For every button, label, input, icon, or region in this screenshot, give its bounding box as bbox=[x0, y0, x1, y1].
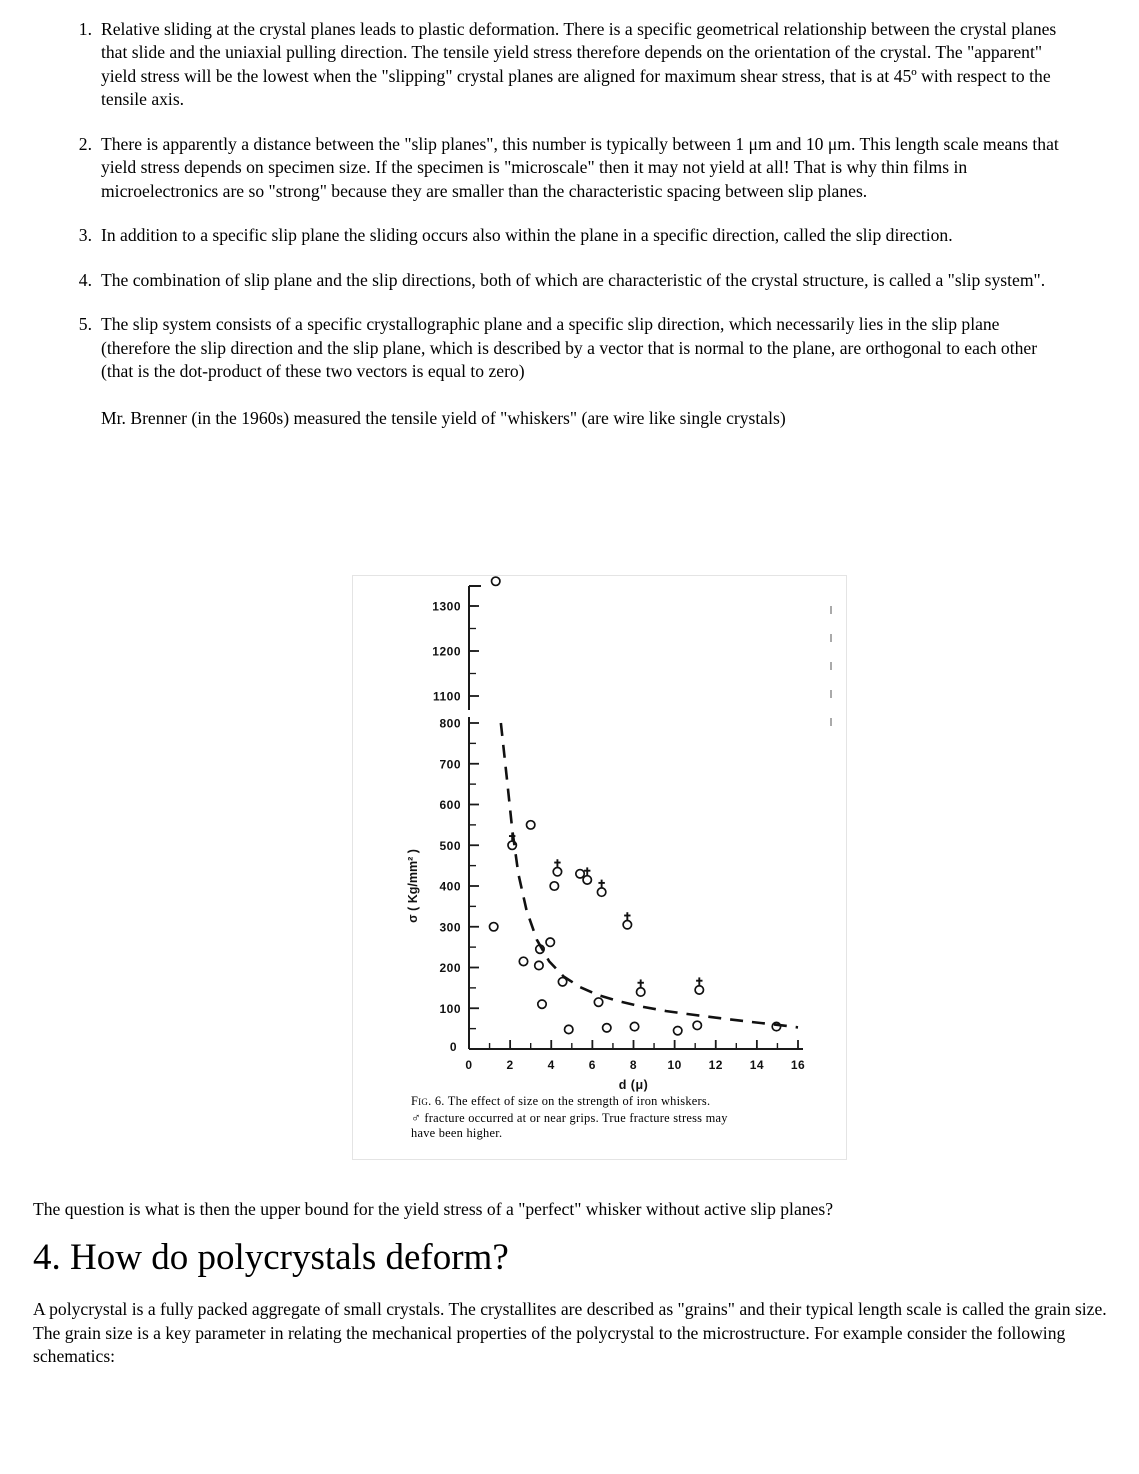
y-tick-label-1300: 1300 bbox=[432, 599, 461, 614]
list-item-number: 2. bbox=[78, 133, 92, 154]
figure-caption-line2: fracture occurred at or near grips. True fracture stress may bbox=[424, 1110, 728, 1125]
y-tick-label-700: 700 bbox=[439, 757, 461, 772]
data-point-grip-fracture bbox=[583, 876, 591, 884]
question-paragraph: The question is what is then the upper bound for the yield stress of a "perfect" whisker without active slip planes? bbox=[33, 1199, 834, 1219]
data-point-open-circle bbox=[693, 1021, 701, 1029]
data-point-open-circle bbox=[535, 961, 543, 969]
figure-6-container bbox=[352, 575, 847, 1160]
list-item bbox=[64, 18, 1069, 112]
data-points-group bbox=[489, 577, 780, 1035]
x-tick-label-14: 14 bbox=[749, 1058, 765, 1072]
list-item-text: There is apparently a distance between the "slip planes", this number is typically between 1 μm and 10 μm. This length scale means that yield stress depends on specimen size. If the specimen is "microscale" then it may not yield at all! That is why thin films in microelectronics are so "strong" because they are smaller than the characteristic spacing between slip planes. bbox=[101, 133, 1059, 201]
x-tick-label-2: 2 bbox=[506, 1058, 514, 1072]
y-origin-label: 0 bbox=[449, 1040, 457, 1054]
x-tick-label-12: 12 bbox=[708, 1058, 723, 1072]
figure-6-plot bbox=[353, 576, 846, 1159]
data-point-grip-fracture bbox=[508, 841, 516, 849]
data-point-grip-fracture bbox=[695, 986, 703, 994]
figure-caption-line3: have been higher. bbox=[411, 1126, 503, 1141]
y-tick-label-100: 100 bbox=[439, 1001, 461, 1016]
list-item-number: 3. bbox=[78, 225, 92, 246]
x-axis-label: d (μ) bbox=[618, 1078, 649, 1092]
data-point-open-circle bbox=[519, 957, 527, 965]
list-item-number: 1. bbox=[78, 19, 92, 39]
data-point-open-circle bbox=[576, 870, 584, 878]
y-tick-label-500: 500 bbox=[439, 838, 461, 853]
figure-caption-label: Fig. 6. bbox=[411, 1094, 445, 1108]
y-tick-label-300: 300 bbox=[439, 920, 461, 935]
y-tick-label-1200: 1200 bbox=[432, 644, 461, 659]
figure-6-caption bbox=[411, 1094, 831, 1142]
y-tick-label-400: 400 bbox=[439, 879, 461, 894]
data-point-grip-fracture bbox=[597, 888, 605, 896]
y-tick-label-200: 200 bbox=[439, 961, 461, 975]
list-item bbox=[64, 224, 1069, 247]
data-point-open-circle bbox=[565, 1025, 573, 1033]
data-point-open-circle bbox=[630, 1022, 638, 1030]
x-tick-label-6: 6 bbox=[588, 1058, 596, 1072]
data-point-open-circle bbox=[538, 1000, 546, 1008]
list-item bbox=[64, 269, 1069, 292]
slip-mechanism-list bbox=[64, 18, 1069, 451]
x-tick-label-8: 8 bbox=[629, 1058, 638, 1072]
x-tick-label-16: 16 bbox=[790, 1058, 806, 1072]
data-point-open-circle bbox=[603, 1024, 611, 1032]
data-point-open-circle bbox=[489, 923, 497, 931]
list-item-text: In addition to a specific slip plane the sliding occurs also within the plane in a specific direction, called the slip direction. bbox=[101, 225, 953, 246]
x-tick-label-0: 0 bbox=[465, 1058, 473, 1072]
data-point-open-circle bbox=[594, 998, 602, 1006]
data-point-open-circle bbox=[674, 1026, 682, 1034]
data-point-grip-fracture bbox=[636, 988, 644, 996]
list-item-text: The combination of slip plane and the slip directions, both of which are characteristic of the crystal structure, is called a "slip system". bbox=[101, 269, 1046, 290]
data-point-open-circle bbox=[546, 938, 554, 946]
figure-caption-line1: The effect of size on the strength of iron whiskers. bbox=[447, 1094, 711, 1108]
y-axis-label: σ ( Kg/mm² ) bbox=[406, 849, 420, 923]
page-title: 4. How do polycrystals deform? bbox=[33, 1237, 509, 1278]
list-item-text: Relative sliding at the crystal planes leads to plastic deformation. There is a specific geometrical relationship between the crystal planes that slide and the uniaxial pulling direction. The tensile yield stress therefore depends on the orientation of the crystal. The "apparent" yield stress will be the lowest when the "slipping" crystal planes are aligned for maximum shear stress, that is at 45º with respect to the tensile axis. bbox=[101, 19, 1057, 110]
x-tick-label-4: 4 bbox=[547, 1058, 555, 1072]
data-point-open-circle bbox=[526, 821, 534, 829]
data-point-open-circle bbox=[492, 577, 500, 585]
data-point-grip-fracture bbox=[623, 921, 631, 929]
list-item-number: 4. bbox=[78, 269, 92, 290]
list-item bbox=[64, 133, 1069, 203]
data-point-open-circle bbox=[550, 882, 558, 890]
y-tick-label-1100: 1100 bbox=[432, 689, 461, 704]
data-point-open-circle bbox=[558, 978, 566, 986]
polycrystal-paragraph: A polycrystal is a fully packed aggregate of small crystals. The crystallites are described as "grains" and their typical length scale is called the grain size. The grain size is a key parameter in relating the mechanical properties of the polycrystal to the microstructure. For example consider the following schematics: bbox=[33, 1299, 1107, 1367]
list-item bbox=[64, 313, 1069, 430]
y-tick-label-600: 600 bbox=[439, 798, 461, 812]
x-tick-label-10: 10 bbox=[667, 1058, 682, 1072]
data-point-grip-fracture bbox=[553, 868, 561, 876]
fit-curve-dashed bbox=[501, 723, 798, 1027]
brenner-note: Mr. Brenner (in the 1960s) measured the tensile yield of "whiskers" (are wire like single crystals) bbox=[101, 407, 786, 428]
list-item-number: 5. bbox=[78, 314, 92, 335]
grips-marker-icon: ♂ bbox=[411, 1109, 421, 1125]
list-item-text: The slip system consists of a specific crystallographic plane and a specific slip direction, which necessarily lies in the slip plane (therefore the slip direction and the slip plane, which is described by a vector that is normal to the plane, are orthogonal to each other (that is the dot-product of these two vectors is equal to zero) bbox=[101, 314, 1038, 382]
y-tick-label-800: 800 bbox=[439, 716, 461, 731]
